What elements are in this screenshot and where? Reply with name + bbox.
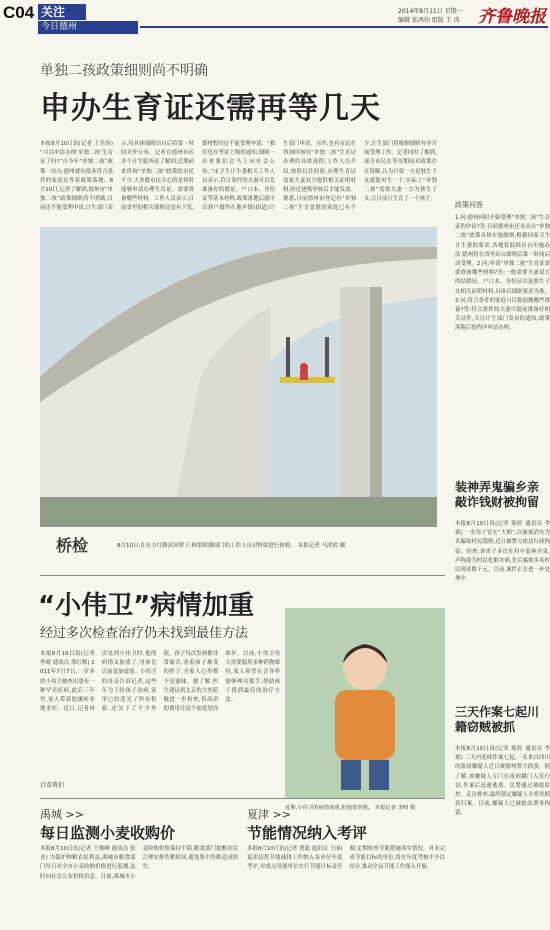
photo1-label: 桥检 <box>56 536 89 555</box>
lead-kicker: 单独二孩政策细则尚不明确 <box>40 63 208 79</box>
subsection-label: 今日德州 <box>38 21 138 34</box>
sidebar-body: 1.问:德州何时开始受理“单独二孩”生育证的申请?答:目前德州市还未出台“单独二孩”政策具体实施细则,根据国家卫生计生委的要求,各地将陆续出台实施办法,德州将在省里出台细则后第一时间启动受理。2.问:申请“单独二孩”生育证需要准备哪些材料?答:一般需要夫妻双方的结婚证、户口本、身份证以及独生子女相关证明材料,具体以细则要求为准。3.问:符合条件的家庭可以提前做哪些准备?答:符合条件的夫妻可提前准备好相关证件,关注计生部门发布的通知,政策落地后按程序申请办理。 <box>455 215 550 332</box>
page-header <box>0 0 550 36</box>
photo1-caption: 8月10日,在东方红路滨河桥下,桥梁检测部门的工作人员对桥梁进行体检。 本报记者 马凌鸿 摄 <box>117 543 346 549</box>
bottom-right-label: 夏津 >> <box>247 808 291 821</box>
right-story1-title: 装神弄鬼骗乡亲敲诈钱财被拘留 <box>455 480 540 509</box>
right-story2-body: 本报8月10日讯(记者 陈婷 通讯员 李斌) 三天内连续作案七起,一名来自四川的盗窃嫌疑人近日被德州警方抓获。据了解,该嫌疑人专门在夜间撬门入室行窃,作案后迅速逃离。民警通过调取监控、走访排查,最终锁定嫌疑人并将其抓获归案。目前,嫌疑人已被依法刑事拘留。 <box>455 746 550 817</box>
lead-headline: 申办生育证还需再等几天 <box>40 91 381 126</box>
story2-subtitle: 经过多次检查治疗仍未找到最佳方法 <box>40 626 249 641</box>
editor-credit: 编辑 张鸿钧 组版 王 涛 <box>398 17 460 24</box>
lead-body: 本报8月10日讯(记者 王乐伟) “可以申请办理‘单独二孩’生育证了吗?”自今年“单独二孩”政策一出台,德州就有很多符合条件的家庭在等着政策落地。8月10日,记者了解到,德州市“单独二孩”政策细则尚不明确,目前还不能受理申请,计生部门表示,待具体细则出台后将第一时间对外公布。记者在德州市区多个计生服务站了解到,近期前来咨询“单独二孩”政策的市民不少,大多数市民关心的是何时能够申请办理生育证、需要准备哪些材料。工作人员表示,目前省里的相关细则还没有下发,德州暂时还不能受理申请。“我们也在等着上级的通知,细则一出来我们会马上向社会公布。”市卫生计生委相关工作人员表示,符合条件的夫妻可以先准备好结婚证、户口本、身份证等基本材料,政策落地后就可以到户籍所在地乡镇(街道)计生部门申请。另外,也有市民在咨询时询问“单独二孩”生育证办理的具体流程,工作人员介绍,按照以往经验,办理生育证需要夫妻双方提供相关证明材料,经过逐级审核后才能发放。据悉,目前德州市登记有“单独二孩”生育意愿的家庭已有不少,计生部门将根据细则有序开展受理工作。记者同时了解到,部分市民在等待期间对政策存在误解,认为只要一方是独生子女就能再生一个,实际上“单独二孩”需要夫妻一方为独生子女,且目前只生育了一个孩子。 <box>40 141 437 212</box>
bridge-illustration <box>40 227 437 527</box>
right-story1-body: 本报8月10日讯(记者 陈婷 通讯员 李斌) 一名男子冒充“大师”,以驱邪消灾为名骗取村民钱财,近日被警方依法行政拘留。经查,该男子多次在村中装神弄鬼,声称能为村民化解灾祸,先后骗取多名村民现金数千元。目前,案件正在进一步处理中。 <box>455 521 550 583</box>
bottom-right-title: 节能情况纳入考评 <box>247 824 368 842</box>
newspaper-logo: 齐鲁晚报 <box>478 7 546 27</box>
bottom-right-body: 本报8月10日讯(记者 贾磊 通讯员 王丽) 夏津县将节能减排工作纳入各单位年度考评,对重点用能单位实行节能目标责任制,定期检查节能措施落实情况。对未完成节能目标的单位,将在年度考核中予以扣分,推动全县节能工作深入开展。 <box>247 846 445 871</box>
section-label: 关注 <box>38 4 86 20</box>
edit-note: 且看我们 <box>40 782 65 789</box>
bottom-left-label: 禹城 >> <box>40 808 84 821</box>
bottom-left-title: 每日监测小麦收购价 <box>40 824 176 842</box>
story2-body: 本报8月10日讯(记者 李晴 通讯员 邢红梅) 2011年7月7日,一岁多的小伟卫被查出患有一种罕见疾病,此后三年里,家人带着他辗转多地求医。近日,记者再次见到小伟卫时,他的病情又加重了,身体比以前更加虚弱。小伟卫的母亲告诉记者,这些年为了给孩子治病,家里已经花光了所有积蓄,还欠下了不少外债。孩子每次发病都非常痛苦,看着孩子难受的样子,全家人心里都不是滋味。据了解,医生建议到北京的大医院做进一步检查,但高昂的费用让这个家庭望而却步。目前,小伟卫每天需要服用多种药物维持,家人希望社会各界能够伸出援手,帮助孩子找到最佳的治疗方法。 <box>40 651 280 713</box>
sidebar-title: 政策问答 <box>455 201 483 209</box>
section-divider <box>40 575 445 576</box>
bottom-left-body: 本报8月10日讯(记者 王俊峰 通讯员 张青) 为保护种粮农民利益,禹城市粮食部门每日对全市小麦收购价格进行监测,及时向社会公布价格信息。目前,禹城市小麦收购价格保持平稳,粮食部门提醒农民合理安排售粮时间,避免集中售粮造成损失。 <box>40 846 238 880</box>
child-photo-caption: 近期,小伟卫的病情加重,但他很坚强。 本报记者 李晴 摄 <box>285 805 416 811</box>
bottom-divider <box>40 798 445 799</box>
right-story2-title: 三天作案七起川籍窃贼被抓 <box>455 705 540 734</box>
child-illustration <box>285 608 445 798</box>
child-photo <box>285 608 445 798</box>
bridge-inspection-photo <box>40 227 437 527</box>
policy-qa-sidebar <box>455 200 550 449</box>
issue-date: 2014年8月11日 星期一 <box>398 8 463 15</box>
story2-title: “小伟卫”病情加重 <box>38 591 255 621</box>
page-code: C04 <box>3 3 35 22</box>
